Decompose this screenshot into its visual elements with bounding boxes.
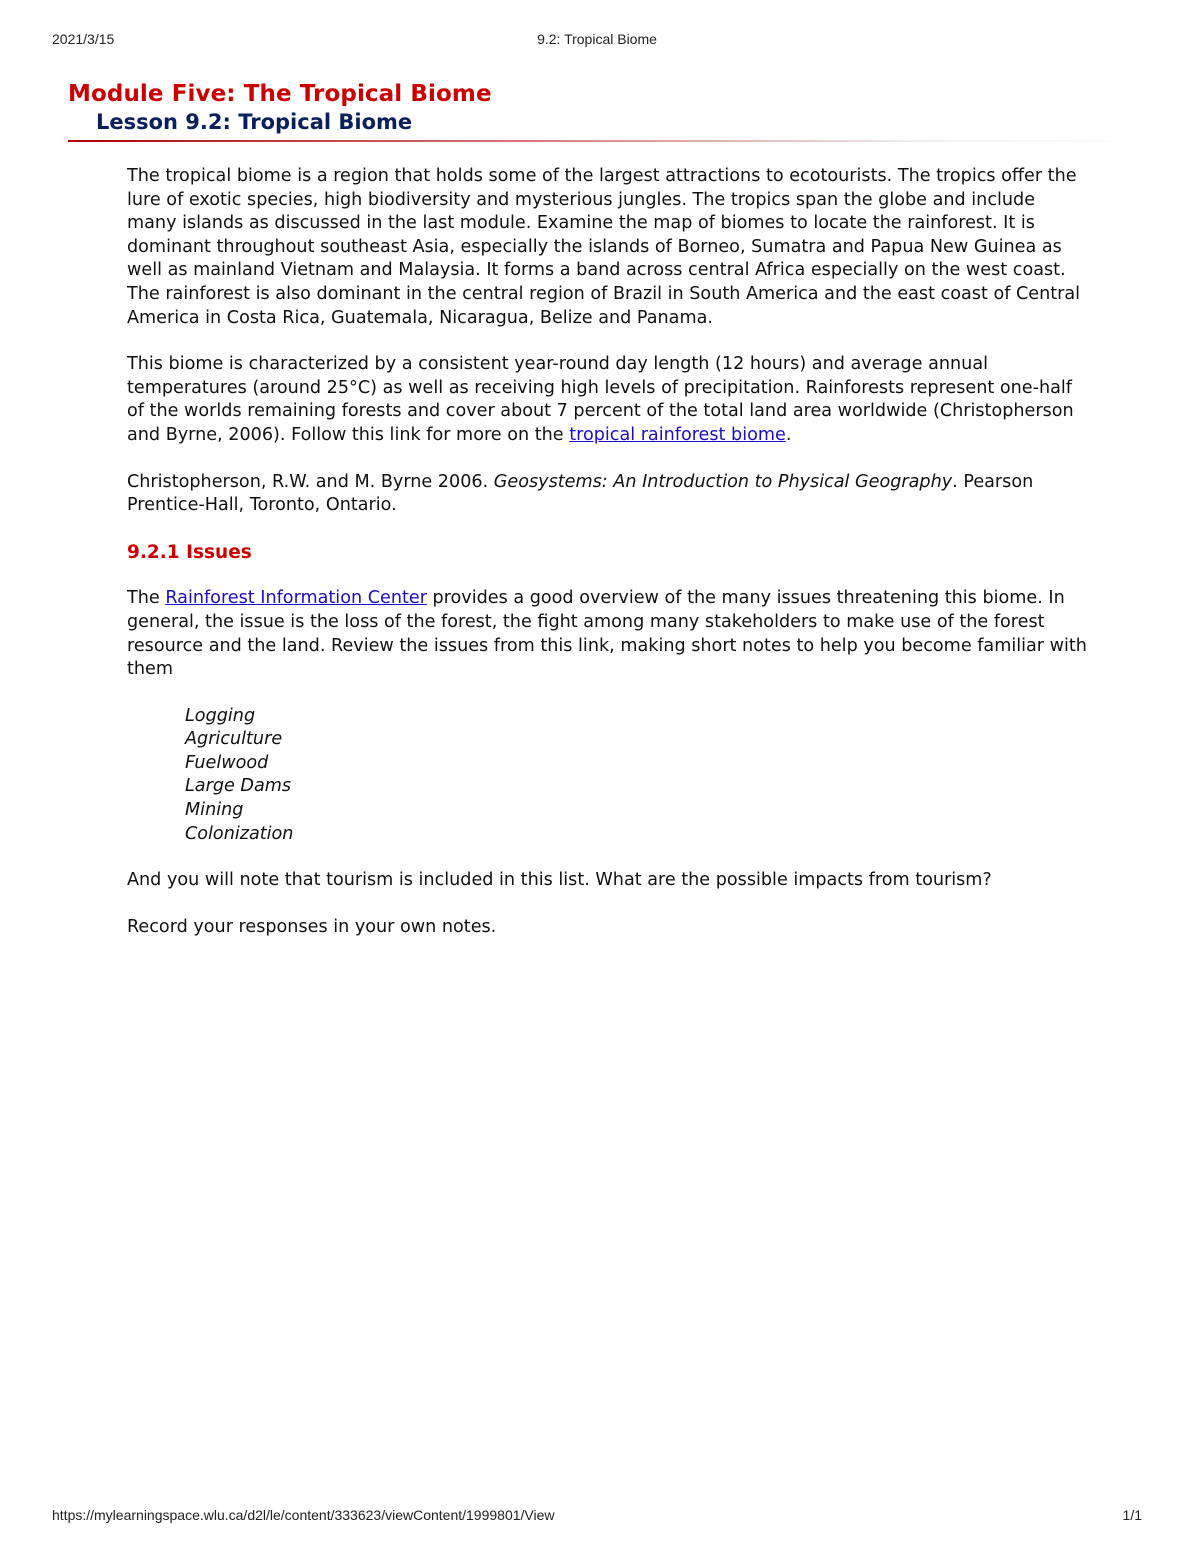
- citation: [127, 471, 1087, 518]
- citation-publisher: . Pearson Prentice-Hall, Toronto, Ontario.: [127, 471, 1034, 516]
- print-date: 2021/3/15: [52, 31, 115, 47]
- citation-authors: Christopherson, R.W. and M. Byrne 2006.: [127, 471, 494, 492]
- climate-paragraph-end: .: [785, 424, 792, 445]
- citation-book-title: Geosystems: An Introduction to Physical Geography: [493, 471, 953, 492]
- intro-paragraph: The tropical biome is a region that holds some of the largest attractions to ecotourists. The tropics offer the lure of exotic species, high biodiversity and mysterious jungles. The tropics span the globe and include many islands as discussed in the last module. Examine the map of biomes to locate the rainforest. It is dominant throughout southeast Asia, especially the islands of Borneo, Sumatra and Papua New Guinea as well as mainland Vietnam and Malaysia. It forms a band across central Africa especially on the west coast. The rainforest is also dominant in the central region of Brazil in South America and the east coast of Central America in Costa Rica, Guatemala, Nicaragua, Belize and Panama.: [127, 166, 1081, 328]
- issues-list: [185, 705, 1087, 847]
- print-footer: [52, 1507, 1142, 1527]
- print-page-number: 1/1: [1122, 1507, 1142, 1523]
- list-item: Large Dams: [185, 776, 292, 797]
- notes-instruction: Record your responses in your own notes.: [127, 916, 497, 937]
- module-title: Module Five: The Tropical Biome: [68, 81, 492, 107]
- list-item: Fuelwood: [185, 752, 269, 773]
- print-header: [52, 31, 1142, 51]
- issues-intro-start: The: [127, 588, 166, 609]
- climate-paragraph-text: This biome is characterized by a consistent year-round day length (12 hours) and average annual temperatures (around 25°C) as well as receiving high levels of precipitation. Rainforests represent one-half of the worlds remaining forests and cover about 7 percent of the total land area worldwide (Christopherson and Byrne, 2006). Follow this link for more on the: [127, 354, 1074, 445]
- print-page-title: 9.2: Tropical Biome: [537, 31, 657, 47]
- title-divider: [68, 140, 1134, 142]
- issues-intro-paragraph: [127, 587, 1087, 681]
- climate-paragraph: [127, 353, 1087, 447]
- issues-heading: 9.2.1 Issues: [127, 541, 252, 563]
- print-url: https://mylearningspace.wlu.ca/d2l/le/content/333623/viewContent/1999801/View: [52, 1507, 555, 1523]
- list-item: Agriculture: [185, 729, 283, 750]
- issues-intro-rest: provides a good overview of the many issues threatening this biome. In general, the issue is the loss of the forest, the fight among many stakeholders to make use of the forest resource and the land. Review the issues from this link, making short notes to help you become familiar with them: [127, 588, 1087, 680]
- lesson-title: Lesson 9.2: Tropical Biome: [96, 110, 413, 134]
- list-item: Mining: [185, 800, 244, 821]
- rainforest-information-center-link[interactable]: Rainforest Information Center: [165, 588, 427, 609]
- list-item: Colonization: [185, 823, 294, 844]
- list-item: Logging: [185, 705, 256, 726]
- tourism-question: And you will note that tourism is included in this list. What are the possible impacts from tourism?: [127, 870, 992, 891]
- lesson-content: [127, 165, 1087, 962]
- tropical-rainforest-biome-link[interactable]: tropical rainforest biome: [569, 424, 786, 445]
